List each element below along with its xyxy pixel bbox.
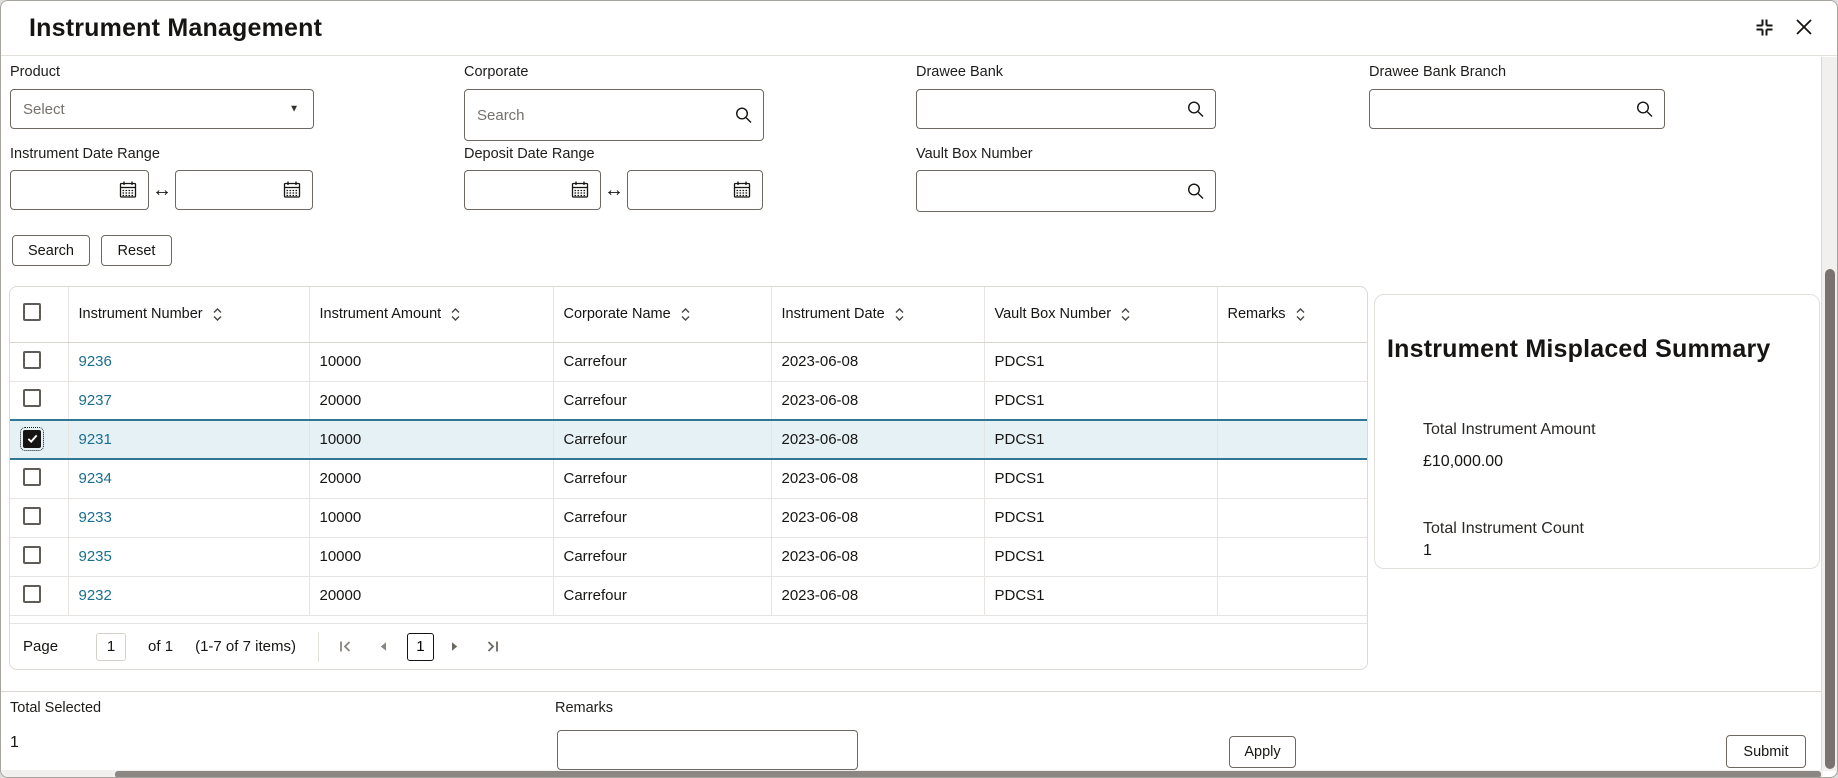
- total-instrument-count-value: 1: [1423, 542, 1432, 559]
- cell-remarks: [1217, 576, 1368, 615]
- drawee-bank-input[interactable]: [917, 90, 1215, 128]
- instrument-date-range-label: Instrument Date Range: [10, 146, 160, 162]
- column-header-vault_box_number: [984, 287, 1217, 342]
- sort-icon[interactable]: [894, 306, 905, 323]
- cell-instrument_number: [68, 459, 309, 498]
- vault-box-number-search-box: [916, 170, 1216, 212]
- table-body: [10, 342, 1368, 615]
- cell-corporate_name: Carrefour: [553, 381, 771, 420]
- instrument-number-link[interactable]: 9231: [78, 431, 112, 448]
- instrument-date-range-field: [10, 146, 313, 210]
- row-checkbox-cell: [10, 342, 68, 381]
- row-checkbox[interactable]: [23, 351, 41, 369]
- table-row[interactable]: [10, 537, 1368, 576]
- cell-instrument_date: 2023-06-08: [771, 381, 984, 420]
- collapse-window-button[interactable]: [1751, 14, 1777, 40]
- drawee-bank-branch-label: Drawee Bank Branch: [1369, 64, 1507, 80]
- corporate-field: [464, 64, 764, 141]
- cell-instrument_date: 2023-06-08: [771, 342, 984, 381]
- column-header-label: Vault Box Number: [994, 306, 1112, 323]
- cell-remarks: [1217, 498, 1368, 537]
- search-button[interactable]: Search: [12, 235, 90, 266]
- remarks-label: Remarks: [555, 700, 614, 716]
- vault-box-number-label: Vault Box Number: [916, 146, 1033, 162]
- product-select[interactable]: [10, 89, 314, 129]
- reset-button[interactable]: Reset: [101, 235, 172, 266]
- items-count-label: (1-7 of 7 items): [195, 638, 296, 655]
- cell-instrument_amount: 20000: [309, 576, 553, 615]
- row-checkbox[interactable]: [23, 430, 41, 448]
- product-select-value: Select: [23, 100, 65, 118]
- row-checkbox[interactable]: [23, 468, 41, 486]
- column-header-corporate_name: [553, 287, 771, 342]
- column-header-label: Instrument Amount: [319, 306, 442, 323]
- select-all-checkbox[interactable]: [23, 303, 41, 321]
- column-header-label: Remarks: [1227, 306, 1286, 323]
- search-icon[interactable]: [1186, 100, 1205, 119]
- instrument-misplaced-summary-panel: [1374, 294, 1820, 569]
- row-checkbox[interactable]: [23, 546, 41, 564]
- table-row[interactable]: [10, 459, 1368, 498]
- cell-vault_box_number: PDCS1: [984, 420, 1217, 459]
- cell-remarks: [1217, 537, 1368, 576]
- table-row[interactable]: [10, 576, 1368, 615]
- range-arrow-icon: ↔: [604, 179, 624, 201]
- cell-instrument_amount: 20000: [309, 459, 553, 498]
- drawee-bank-branch-field: [1369, 64, 1665, 129]
- table-row[interactable]: [10, 420, 1368, 459]
- page-label: Page: [23, 638, 59, 655]
- instrument-number-link[interactable]: 9234: [78, 470, 112, 488]
- cell-instrument_date: 2023-06-08: [771, 498, 984, 537]
- titlebar: [1, 1, 1837, 56]
- cell-instrument_number: [68, 381, 309, 420]
- results-table-card: [9, 286, 1368, 670]
- deposit-date-range-label: Deposit Date Range: [464, 146, 595, 162]
- cell-instrument_number: [68, 576, 309, 615]
- calendar-icon[interactable]: [118, 180, 138, 200]
- page-of-label: of 1: [148, 638, 174, 655]
- deposit-date-from-box: [464, 170, 601, 210]
- drawee-bank-label: Drawee Bank: [916, 64, 1004, 80]
- cell-remarks: [1217, 342, 1368, 381]
- cell-instrument_date: 2023-06-08: [771, 537, 984, 576]
- deposit-date-range-field: [464, 146, 763, 210]
- deposit-date-to-box: [627, 170, 763, 210]
- calendar-icon[interactable]: [282, 180, 302, 200]
- instrument-number-link[interactable]: 9236: [78, 353, 112, 370]
- summary-title: Instrument Misplaced Summary: [1387, 335, 1771, 363]
- drawee-bank-field: [916, 64, 1216, 129]
- vertical-scrollbar-thumb[interactable]: [1825, 269, 1835, 769]
- column-header-instrument_amount: [309, 287, 553, 342]
- column-header-instrument_number: [68, 287, 309, 342]
- cell-vault_box_number: PDCS1: [984, 381, 1217, 420]
- collapse-icon: [1754, 17, 1775, 38]
- instrument-number-link[interactable]: 9235: [78, 548, 112, 565]
- column-header-label: Instrument Date: [781, 306, 885, 323]
- table-header: [10, 287, 1368, 342]
- apply-button[interactable]: Apply: [1229, 736, 1296, 768]
- cell-corporate_name: Carrefour: [553, 459, 771, 498]
- search-icon[interactable]: [1186, 182, 1205, 201]
- chevron-down-icon: ▼: [289, 103, 299, 115]
- column-header-remarks: [1217, 287, 1368, 342]
- table-row[interactable]: [10, 381, 1368, 420]
- search-icon[interactable]: [1635, 100, 1654, 119]
- previous-page-button[interactable]: [371, 634, 397, 660]
- vault-box-number-field: [916, 146, 1216, 212]
- cell-instrument_amount: 20000: [309, 381, 553, 420]
- cell-remarks: [1217, 420, 1368, 459]
- row-checkbox[interactable]: [23, 585, 41, 603]
- calendar-icon[interactable]: [570, 180, 590, 200]
- total-instrument-count-label: Total Instrument Count: [1423, 520, 1584, 537]
- page-number-input[interactable]: [96, 633, 126, 661]
- first-page-button[interactable]: [333, 634, 359, 660]
- row-checkbox-cell: [10, 381, 68, 420]
- instruments-table: [10, 287, 1368, 616]
- cell-instrument_date: 2023-06-08: [771, 420, 984, 459]
- remarks-box: [557, 730, 858, 770]
- current-page-button[interactable]: 1: [407, 633, 434, 661]
- product-label: Product: [10, 64, 60, 80]
- instrument-date-from-box: [10, 170, 149, 210]
- product-field: [10, 64, 314, 129]
- cell-instrument_number: [68, 342, 309, 381]
- cell-corporate_name: Carrefour: [553, 498, 771, 537]
- row-checkbox-cell: [10, 420, 68, 459]
- vault-box-number-input[interactable]: [917, 171, 1215, 211]
- cell-instrument_number: [68, 537, 309, 576]
- table-row[interactable]: [10, 498, 1368, 537]
- submit-button[interactable]: Submit: [1726, 735, 1806, 768]
- cell-vault_box_number: PDCS1: [984, 576, 1217, 615]
- cell-corporate_name: Carrefour: [553, 342, 771, 381]
- horizontal-scrollbar-track[interactable]: [1, 770, 1823, 778]
- total-selected-value: 1: [10, 734, 19, 751]
- cell-instrument_amount: 10000: [309, 498, 553, 537]
- row-checkbox[interactable]: [23, 389, 41, 407]
- cell-instrument_date: 2023-06-08: [771, 459, 984, 498]
- pagination-divider: [318, 632, 319, 662]
- sort-icon[interactable]: [450, 306, 461, 323]
- row-checkbox-cell: [10, 459, 68, 498]
- cell-corporate_name: Carrefour: [553, 420, 771, 459]
- corporate-search-input[interactable]: [465, 90, 763, 140]
- column-header-instrument_date: [771, 287, 984, 342]
- cell-instrument_amount: 10000: [309, 420, 553, 459]
- horizontal-scrollbar-thumb[interactable]: [115, 771, 1821, 778]
- instrument-number-link[interactable]: 9237: [78, 391, 112, 409]
- row-checkbox-cell: [10, 576, 68, 615]
- cell-instrument_amount: 10000: [309, 342, 553, 381]
- instrument-number-link[interactable]: 9232: [78, 587, 112, 604]
- corporate-label: Corporate: [464, 64, 529, 80]
- row-checkbox[interactable]: [23, 507, 41, 525]
- search-icon[interactable]: [734, 106, 753, 125]
- last-page-button[interactable]: [480, 634, 506, 660]
- drawee-bank-branch-search-box: [1369, 89, 1665, 129]
- remarks-input[interactable]: [558, 731, 857, 769]
- cell-corporate_name: Carrefour: [553, 537, 771, 576]
- total-instrument-amount-label: Total Instrument Amount: [1423, 421, 1596, 438]
- instrument-number-link[interactable]: 9233: [78, 509, 112, 526]
- table-row[interactable]: [10, 342, 1368, 381]
- next-page-icon: [447, 639, 462, 654]
- page-title: Instrument Management: [29, 14, 323, 42]
- footer-bar: [1, 691, 1823, 771]
- close-icon: [1795, 18, 1813, 36]
- row-checkbox-cell: [10, 498, 68, 537]
- cell-vault_box_number: PDCS1: [984, 459, 1217, 498]
- cell-vault_box_number: PDCS1: [984, 498, 1217, 537]
- cell-instrument_number: [68, 420, 309, 459]
- column-header-label: Instrument Number: [78, 306, 203, 323]
- column-header-label: Corporate Name: [563, 306, 671, 323]
- first-page-icon: [337, 638, 354, 655]
- row-checkbox-cell: [10, 537, 68, 576]
- sort-icon[interactable]: [1295, 306, 1306, 323]
- drawee-bank-search-box: [916, 89, 1216, 129]
- calendar-icon[interactable]: [732, 180, 752, 200]
- select-all-header-cell: [10, 287, 68, 342]
- cell-corporate_name: Carrefour: [553, 576, 771, 615]
- last-page-icon: [484, 638, 501, 655]
- drawee-bank-branch-input[interactable]: [1370, 90, 1664, 128]
- range-arrow-icon: ↔: [152, 179, 172, 201]
- previous-page-icon: [376, 639, 391, 654]
- cell-remarks: [1217, 459, 1368, 498]
- cell-remarks: [1217, 381, 1368, 420]
- total-selected-label: Total Selected: [10, 700, 102, 716]
- corporate-search-box: [464, 89, 764, 141]
- sort-icon[interactable]: [680, 306, 691, 323]
- cell-vault_box_number: PDCS1: [984, 537, 1217, 576]
- cell-instrument_number: [68, 498, 309, 537]
- cell-vault_box_number: PDCS1: [984, 342, 1217, 381]
- pagination-bar: [10, 623, 1367, 669]
- next-page-button[interactable]: [442, 634, 468, 660]
- sort-icon[interactable]: [1120, 306, 1131, 323]
- cell-instrument_amount: 10000: [309, 537, 553, 576]
- instrument-date-to-box: [175, 170, 313, 210]
- close-window-button[interactable]: [1791, 14, 1817, 40]
- vertical-scrollbar-track[interactable]: [1821, 57, 1837, 771]
- sort-icon[interactable]: [212, 306, 223, 323]
- total-instrument-amount-value: £10,000.00: [1423, 453, 1504, 470]
- cell-instrument_date: 2023-06-08: [771, 576, 984, 615]
